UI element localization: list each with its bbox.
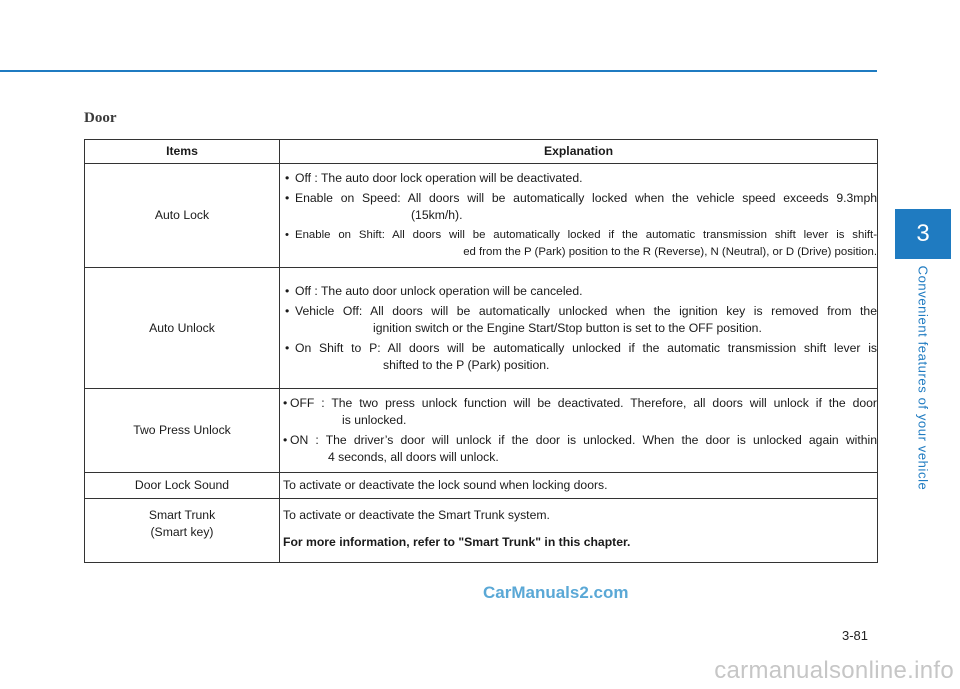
- list-item: • Enable on Speed: All doors will be automatically locked when the vehicle speed exceeds 9.3mph (15km/h).: [283, 190, 877, 224]
- explanation-cell: To activate or deactivate the lock sound when locking doors.: [280, 473, 878, 499]
- chapter-number-tab: 3: [895, 209, 951, 259]
- item-two-press-unlock: Two Press Unlock: [85, 389, 280, 473]
- list-item: • Off : The auto door lock operation will be deactivated.: [283, 170, 877, 187]
- watermark-logo: CarManuals2.com: [483, 583, 629, 602]
- footer-watermark: carmanualsonline.info: [714, 657, 954, 684]
- chapter-label: Convenient features of your vehicle: [915, 265, 931, 491]
- header-explanation: Explanation: [280, 140, 878, 164]
- header-items: Items: [85, 140, 280, 164]
- page-number: 3-81: [842, 628, 869, 643]
- item-auto-unlock: Auto Unlock: [85, 268, 280, 389]
- list-item: • Enable on Shift: All doors will be automatically locked if the automatic transmission shift lever is shift- ed from the P (Park) position to the R (Reverse), N (Neutral), or D (Drive) position.: [283, 227, 877, 261]
- bullet-list: [283, 170, 877, 261]
- reference-note: For more information, refer to "Smart Trunk" in this chapter.: [283, 535, 631, 549]
- table-row: [85, 389, 878, 473]
- list-item: • OFF : The two press unlock function will be deactivated. Therefore, all doors will unlock if the door is unlocked.: [283, 395, 877, 429]
- item-smart-trunk: Smart Trunk (Smart key): [85, 499, 280, 563]
- list-item: • Vehicle Off: All doors will be automatically unlocked when the ignition key is removed from the ignition switch or the Engine Start/Stop button is set to the OFF position.: [283, 303, 877, 337]
- bullet-list: [283, 283, 877, 374]
- table-row: [85, 268, 878, 389]
- bullet-list: [283, 395, 877, 466]
- explanation-cell: [280, 164, 878, 268]
- table-row: [85, 473, 878, 499]
- list-item: • Off : The auto door unlock operation will be canceled.: [283, 283, 877, 300]
- list-item: • ON : The driver’s door will unlock if the door is unlocked. When the door is unlocked again within 4 seconds, all doors will unlock.: [283, 432, 877, 466]
- item-door-lock-sound: Door Lock Sound: [85, 473, 280, 499]
- table-row: [85, 164, 878, 268]
- section-title: Door: [84, 110, 117, 126]
- header-rule: [0, 70, 877, 72]
- item-auto-lock: Auto Lock: [85, 164, 280, 268]
- door-settings-table: [84, 139, 878, 563]
- table-header-row: [85, 140, 878, 164]
- explanation-cell: To activate or deactivate the Smart Trunk system. For more information, refer to "Smart Trunk" in this chapter.: [280, 499, 878, 563]
- list-item: • On Shift to P: All doors will be automatically unlocked if the automatic transmission shift lever is shifted to the P (Park) position.: [283, 340, 877, 374]
- explanation-cell: [280, 268, 878, 389]
- explanation-cell: [280, 389, 878, 473]
- table-row: [85, 499, 878, 563]
